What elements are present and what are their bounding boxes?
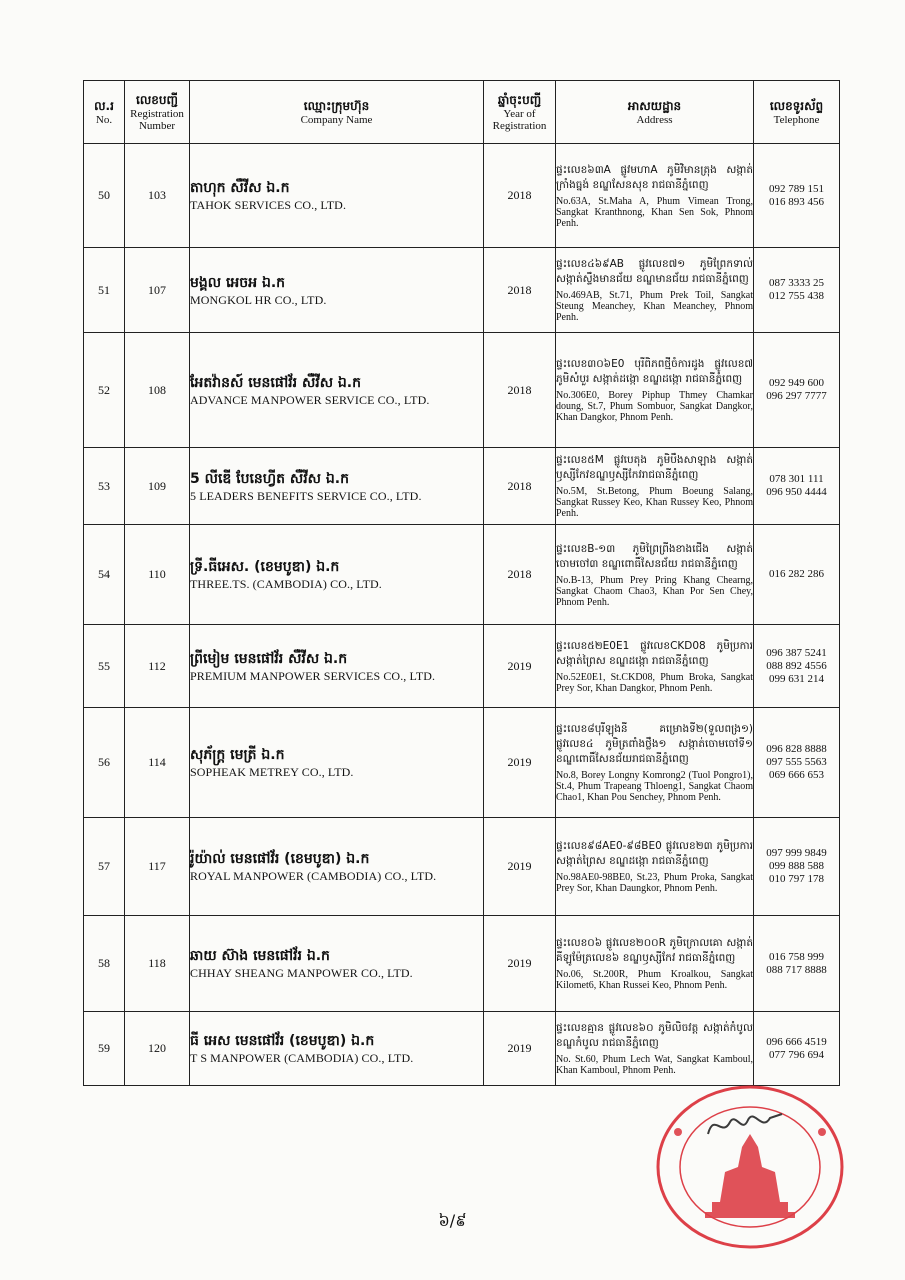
registration-year: 2018 [484, 525, 556, 625]
telephone-number: 092 789 151 [769, 182, 824, 195]
address-english: No.06, St.200R, Phum Kroalkou, Sangkat Kilomet6, Khan Russei Keo, Phnom Penh. [556, 969, 753, 991]
company-name-khmer: តាហុក សឺវីស ឯ.ក [190, 180, 290, 196]
company-name-khmer: ឆាយ ស៊ាង មេនផៅវ័រ ឯ.ក [190, 948, 330, 964]
table-row [84, 818, 840, 916]
telephone-cell [754, 916, 840, 1012]
telephone-cell [754, 708, 840, 818]
company-name-cell [190, 333, 484, 448]
address-english: No.52E0E1, St.CKD08, Phum Broka, Sangkat Prey Sor, Khan Dangkor, Phnom Penh. [556, 671, 753, 694]
company-name-khmer: មង្គល អេចអ ឯ.ក [190, 274, 286, 291]
telephone-number: 099 631 214 [769, 672, 824, 685]
address-khmer: ផ្ទះលេខ៥M ផ្លូវបេតុង ភូមិបឹងសាឡាង សង្កាត់ឫស្សីកែវខណ្ឌឫស្សីកែវរាជធានីភ្នំពេញ [556, 454, 753, 481]
row-number: 58 [84, 916, 125, 1012]
company-name-english: CHHAY SHEANG MANPOWER CO., LTD. [190, 966, 413, 980]
header-address: អាសយដ្ឋាន Address [556, 81, 754, 144]
registration-number: 112 [125, 625, 190, 708]
telephone-number: 096 828 8888 [766, 743, 827, 755]
company-name-english: PREMIUM MANPOWER SERVICES CO., LTD. [190, 668, 436, 683]
table-row [84, 248, 840, 333]
telephone-number: 010 797 178 [769, 873, 824, 885]
address-cell [556, 916, 754, 1012]
telephone-number: 096 950 4444 [766, 486, 827, 498]
company-name-khmer: រ៉ូយ៉ាល់ មេនផៅវ័រ (ខេមបូឌា) ឯ.ក [190, 851, 370, 867]
address-cell [556, 818, 754, 916]
registration-number: 109 [125, 448, 190, 525]
registration-number: 110 [125, 525, 190, 625]
company-name-english: MONGKOL HR CO., LTD. [190, 292, 327, 307]
registration-number: 114 [125, 708, 190, 818]
telephone-number: 016 893 456 [769, 195, 824, 208]
header-company-name: ឈ្មោះក្រុមហ៊ុន Company Name [190, 81, 484, 144]
address-khmer: ផ្ទះលេខ៥២E0E1 ផ្លូវលេខCKD08 ភូមិប្រការ សង្កាត់ព្រៃស ខណ្ឌដង្កោ រាជធានីភ្នំពេញ [556, 639, 753, 667]
address-cell [556, 625, 754, 708]
header-no: ល.រ No. [84, 81, 125, 144]
registration-number: 117 [125, 818, 190, 916]
address-khmer: ផ្ទះលេខគ្មាន ផ្លូវលេខ៦០ ភូមិលិចវត្ត សង្កាត់កំបូល ខណ្ឌកំបូល រាជធានីភ្នំពេញ [556, 1022, 753, 1049]
registration-year: 2019 [484, 625, 556, 708]
company-name-english: THREE.TS. (CAMBODIA) CO., LTD. [190, 577, 382, 591]
header-registration-number: លេខបញ្ជី Registration Number [125, 81, 190, 144]
table-row [84, 708, 840, 818]
registration-year: 2018 [484, 333, 556, 448]
official-seal-stamp [650, 1072, 850, 1250]
row-number: 57 [84, 818, 125, 916]
telephone-cell [754, 333, 840, 448]
telephone-cell [754, 144, 840, 248]
address-english: No.B-13, Phum Prey Pring Khang Chearng, Sangkat Chaom Chao3, Khan Por Sen Chey, Phnom Penh. [556, 574, 753, 608]
table-row [84, 916, 840, 1012]
header-year-of-registration: ឆ្នាំចុះបញ្ជី Year of Registration [484, 81, 556, 144]
address-khmer: ផ្ទះលេខ៦៣A ផ្លូវមហាA ភូមិវិមានត្រុង សង្កាត់ក្រាំងធ្នង់ ខណ្ឌសែនសុខ រាជធានីភ្នំពេញ [556, 163, 753, 191]
page-number: ៦/៩ [438, 1211, 467, 1230]
address-khmer: ផ្ទះលេខ៨បុរីឡុងនី គម្រោងទី២(ទួលពង្រ១) ផ្លូវលេខ៤ ភូមិត្រពាំងថ្លឹង១ សង្កាត់ចោមចៅទី១ ខណ្ឌពោធិ៍សែនជ័យរាជធានីភ្នំពេញ [556, 723, 753, 765]
address-cell [556, 448, 754, 525]
address-khmer: ផ្ទះលេខB-១៣ ភូមិព្រៃព្រីងខាងជើង សង្កាត់ចោមចៅ៣ ខណ្ឌពោធិ៍សែនជ័យ រាជធានីភ្នំពេញ [556, 542, 753, 570]
address-english: No.98AE0-98BE0, St.23, Phum Proka, Sangkat Prey Sor, Khan Daungkor, Phnom Penh. [556, 872, 753, 894]
address-english: No. St.60, Phum Lech Wat, Sangkat Kamboul, Khan Kamboul, Phnom Penh. [556, 1054, 753, 1076]
telephone-cell [754, 625, 840, 708]
company-name-cell [190, 448, 484, 525]
company-name-english: ROYAL MANPOWER (CAMBODIA) CO., LTD. [190, 869, 437, 883]
address-khmer: ផ្ទះលេខ០៦ ផ្លូវលេខ២០០R ភូមិក្រោលគោ សង្កាត់គីឡូម៉ែត្រលេខ៦ ខណ្ឌឫស្សីកែវ រាជធានីភ្នំពេញ [556, 937, 753, 964]
row-number: 52 [84, 333, 125, 448]
header-telephone: លេខទូរស័ព្ទ Telephone [754, 81, 840, 144]
registration-table [83, 80, 840, 1086]
address-english: No.469AB, St.71, Phum Prek Toil, Sangkat Steung Meanchey, Khan Meanchey, Phnom Penh. [556, 290, 753, 323]
telephone-number: 097 555 5563 [766, 756, 827, 768]
table-header-row [84, 81, 840, 144]
row-number: 53 [84, 448, 125, 525]
registration-number: 118 [125, 916, 190, 1012]
company-name-cell [190, 625, 484, 708]
telephone-number: 016 282 286 [769, 568, 824, 580]
telephone-number: 016 758 999 [769, 950, 824, 963]
address-khmer: ផ្ទះលេខ៣០៦E0 បុរីពិភពថ្មីចំការដូង ផ្លូវលេខ៧ ភូមិសំបួរ សង្កាត់ដង្កោ ខណ្ឌដង្កោ រាជធានីភ្នំពេញ [556, 358, 753, 385]
company-name-cell [190, 708, 484, 818]
registration-year: 2018 [484, 248, 556, 333]
address-khmer: ផ្ទះលេខ៤៦៩AB ផ្លូវលេខ៧១ ភូមិព្រែកទាល់ សង្កាត់ស្ទឹងមានជ័យ ខណ្ឌមានជ័យ រាជធានីភ្នំពេញ [556, 258, 753, 285]
row-number: 59 [84, 1012, 125, 1086]
table-body [84, 144, 840, 1086]
company-name-english: TAHOK SERVICES CO., LTD. [190, 198, 347, 212]
company-name-khmer: ទ្រី.ធីអេស. (ខេមបូឌា) ឯ.ក [190, 559, 340, 575]
table-row [84, 144, 840, 248]
address-cell [556, 144, 754, 248]
telephone-number: 069 666 653 [769, 769, 824, 781]
company-name-khmer: 5 លីឌើ បែនេហ្វីត សឺវីស ឯ.ក [190, 470, 349, 487]
address-english: No.306E0, Borey Piphup Thmey Chamkar doung, St.7, Phum Sombuor, Sangkat Dangkor, Khan Dangkor, Phnom Penh. [556, 390, 753, 423]
company-name-cell [190, 144, 484, 248]
address-english: No.63A, St.Maha A, Phum Vimean Trong, Sangkat Kranthnong, Khan Sen Sok, Phnom Penh. [556, 195, 753, 229]
telephone-cell [754, 448, 840, 525]
registration-number: 107 [125, 248, 190, 333]
table-row [84, 448, 840, 525]
telephone-number: 078 301 111 [769, 473, 824, 485]
telephone-number: 092 949 600 [769, 377, 824, 389]
company-name-khmer: ព្រីមៀម មេនផៅវ័រ សឺវីស ឯ.ក [190, 650, 348, 667]
address-cell [556, 248, 754, 333]
registration-year: 2019 [484, 818, 556, 916]
registration-year: 2019 [484, 708, 556, 818]
registration-year: 2019 [484, 916, 556, 1012]
address-english: No.8, Borey Longny Komrong2 (Tuol Pongro1), St.4, Phum Trapeang Thloeng1, Sangkat Chaom Chao1, Khan Pou Senchey, Phnom Penh. [556, 770, 753, 803]
row-number: 56 [84, 708, 125, 818]
company-name-cell [190, 818, 484, 916]
table-row [84, 625, 840, 708]
row-number: 55 [84, 625, 125, 708]
company-name-english: T S MANPOWER (CAMBODIA) CO., LTD. [190, 1051, 414, 1065]
company-name-khmer: អែតវ៉ានស៍ មេនផៅវ័រ សឺវីស ឯ.ក [190, 374, 362, 391]
registration-number: 108 [125, 333, 190, 448]
company-name-cell [190, 248, 484, 333]
address-cell [556, 333, 754, 448]
telephone-cell [754, 248, 840, 333]
company-name-cell [190, 525, 484, 625]
company-name-english: ADVANCE MANPOWER SERVICE CO., LTD. [190, 392, 430, 407]
row-number: 50 [84, 144, 125, 248]
telephone-number: 088 892 4556 [766, 659, 827, 672]
company-name-english: 5 LEADERS BENEFITS SERVICE CO., LTD. [190, 488, 422, 503]
telephone-number: 096 666 4519 [766, 1035, 827, 1048]
company-name-khmer: ធី អេស មេនផៅវ័រ (ខេមបូឌា) ឯ.ក [190, 1033, 375, 1049]
telephone-number: 096 387 5241 [766, 646, 827, 659]
registration-year: 2018 [484, 448, 556, 525]
address-english: No.5M, St.Betong, Phum Boeung Salang, Sangkat Russey Keo, Khan Russey Keo, Phnom Penh. [556, 486, 753, 519]
company-name-english: SOPHEAK METREY CO., LTD. [190, 765, 354, 779]
table-row [84, 333, 840, 448]
company-name-cell [190, 1012, 484, 1086]
telephone-number: 096 297 7777 [766, 390, 827, 402]
address-cell [556, 525, 754, 625]
registration-year: 2018 [484, 144, 556, 248]
telephone-number: 087 3333 25 [769, 277, 824, 289]
telephone-cell [754, 525, 840, 625]
registration-year: 2019 [484, 1012, 556, 1086]
row-number: 54 [84, 525, 125, 625]
telephone-number: 012 755 438 [769, 290, 824, 302]
company-name-khmer: សុភ័ក្ត្រ មេត្រី ឯ.ក [190, 747, 285, 763]
registration-number: 120 [125, 1012, 190, 1086]
row-number: 51 [84, 248, 125, 333]
telephone-number: 088 717 8888 [766, 963, 827, 976]
table-row [84, 525, 840, 625]
telephone-number: 077 796 694 [769, 1048, 824, 1061]
address-cell [556, 708, 754, 818]
company-name-cell [190, 916, 484, 1012]
telephone-number: 099 888 588 [769, 860, 824, 872]
registration-number: 103 [125, 144, 190, 248]
telephone-number: 097 999 9849 [766, 847, 827, 859]
telephone-cell [754, 818, 840, 916]
address-khmer: ផ្ទះលេខ៩៨AE0-៩៨BE0 ផ្លូវលេខ២៣ ភូមិប្រការ សង្កាត់ព្រៃស ខណ្ឌដង្កោ រាជធានីភ្នំពេញ [556, 840, 753, 867]
